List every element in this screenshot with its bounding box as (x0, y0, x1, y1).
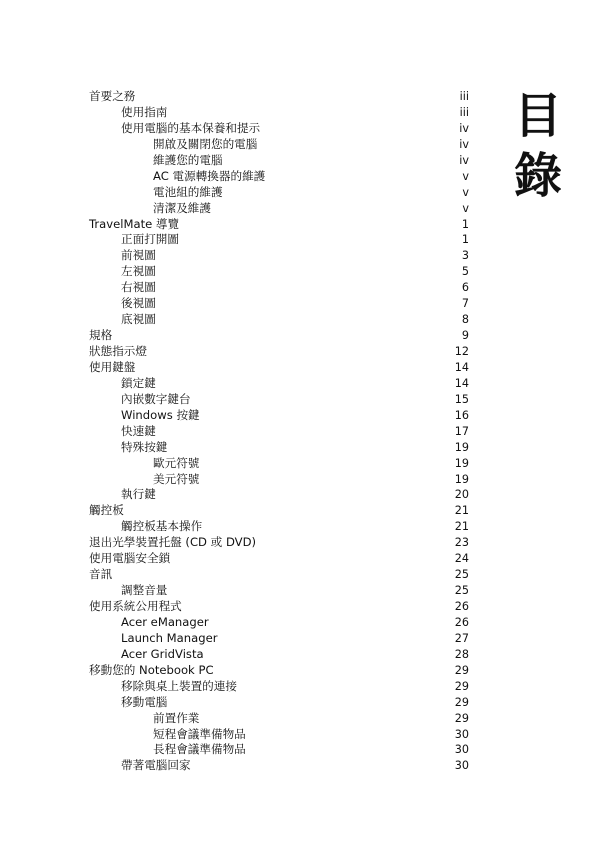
toc-entry-label: Acer GridVista (121, 646, 204, 661)
toc-entry-label: 使用電腦安全鎖 (89, 551, 171, 566)
toc-entry[interactable] (89, 392, 469, 408)
toc-entry-page-number: v (462, 185, 469, 199)
toc-entry[interactable] (89, 360, 469, 376)
toc-entry-page-number: 30 (454, 759, 469, 773)
toc-entry-label: TravelMate 導覽 (89, 216, 180, 231)
toc-entry[interactable] (89, 248, 469, 264)
toc-entry-label: 觸控板 (89, 503, 124, 518)
toc-entry-label: 執行鍵 (121, 487, 156, 502)
toc-entry-page-number: 20 (454, 488, 469, 502)
toc-entry-page-number: iii (459, 105, 469, 119)
toc-entry-label: 前置作業 (153, 710, 200, 725)
toc-entry[interactable] (89, 695, 469, 711)
toc-entry-label: 特殊按鍵 (121, 439, 168, 454)
toc-entry-page-number: v (462, 169, 469, 183)
toc-entry[interactable] (89, 312, 469, 328)
page-title-char-1: 目 (513, 88, 562, 144)
toc-entry-page-number: 3 (461, 249, 469, 263)
toc-entry-page-number: 30 (454, 743, 469, 757)
toc-entry[interactable] (89, 711, 469, 727)
toc-entry-label: 移除與桌上裝置的連接 (121, 678, 237, 693)
toc-entry-label: 調整音量 (121, 583, 168, 598)
toc-entry-label: 移動您的 Notebook PC (89, 662, 214, 677)
toc-entry-page-number: 17 (454, 424, 469, 438)
toc-entry[interactable] (89, 679, 469, 695)
toc-entry[interactable] (89, 376, 469, 392)
toc-entry[interactable] (89, 487, 469, 503)
toc-entry-page-number: 29 (454, 663, 469, 677)
toc-entry-page-number: 1 (461, 233, 469, 247)
toc-entry-page-number: 29 (454, 711, 469, 725)
toc-entry-page-number: 21 (454, 504, 469, 518)
toc-entry-page-number: 29 (454, 695, 469, 709)
toc-entry-label: 使用電腦的基本保養和提示 (121, 120, 261, 135)
toc-entry-label: 狀態指示燈 (89, 344, 147, 358)
toc-entry-label: 移動電腦 (121, 694, 168, 709)
toc-entry-page-number: 14 (454, 360, 469, 374)
toc-entry-page-number: 7 (461, 297, 469, 311)
toc-entry-page-number: 24 (454, 552, 469, 566)
toc-entry-page-number: 21 (454, 520, 469, 534)
toc-entry[interactable] (89, 503, 469, 519)
toc-entry-label: Acer eManager (121, 614, 209, 629)
toc-entry-page-number: iv (459, 153, 469, 167)
toc-entry-label: 規格 (89, 328, 113, 343)
toc-entry-page-number: iii (459, 90, 469, 103)
toc-entry-page-number: 27 (454, 631, 469, 645)
toc-entry-page-number: 5 (461, 265, 469, 279)
toc-entry-page-number: 26 (454, 600, 469, 613)
toc-entry-page-number: 16 (454, 408, 469, 422)
toc-entry-label: Windows 按鍵 (121, 407, 200, 422)
toc-entry[interactable] (89, 551, 469, 567)
toc-entry[interactable] (89, 169, 469, 185)
toc-entry-page-number: 26 (454, 615, 469, 629)
toc-entry-page-number: 6 (461, 281, 469, 295)
toc-entry-label: 使用鍵盤 (89, 359, 136, 374)
toc-entry-label: 短程會議準備物品 (153, 726, 246, 741)
toc-entry-label: AC 電源轉換器的維護 (153, 168, 266, 183)
toc-entry[interactable] (89, 456, 469, 472)
toc-entry-page-number: 28 (454, 647, 469, 661)
toc-entry[interactable] (89, 758, 469, 774)
toc-entry[interactable] (89, 615, 469, 631)
toc-entry[interactable] (89, 472, 469, 488)
toc-entry[interactable] (89, 217, 469, 233)
toc-entry-page-number: iv (459, 137, 469, 151)
toc-entry-label: 使用系統公用程式 (89, 599, 182, 613)
toc-entry-page-number: 8 (461, 313, 469, 327)
toc-entry-label: 帶著電腦回家 (121, 758, 191, 773)
toc-entry-page-number: 25 (454, 584, 469, 598)
toc-entry[interactable] (89, 328, 469, 344)
toc-entry-label: 美元符號 (153, 471, 200, 486)
toc-entry-label: 清潔及維護 (153, 200, 211, 215)
toc-entry-label: 左視圖 (121, 264, 156, 279)
table-of-contents (89, 89, 469, 774)
toc-entry-label: 後視圖 (121, 296, 156, 311)
toc-entry[interactable] (89, 280, 469, 296)
toc-entry[interactable] (89, 519, 469, 535)
toc-entry[interactable] (89, 440, 469, 456)
toc-entry-label: 正面打開圖 (121, 232, 179, 247)
toc-entry-page-number: 1 (461, 217, 469, 231)
toc-entry[interactable] (89, 296, 469, 312)
toc-entry[interactable] (89, 567, 469, 583)
toc-entry[interactable] (89, 264, 469, 280)
toc-entry-page-number: 19 (454, 472, 469, 486)
toc-entry-label: 開啟及關閉您的電腦 (153, 136, 258, 151)
toc-entry-page-number: 9 (461, 329, 469, 343)
toc-entry-label: 內嵌數字鍵台 (121, 391, 191, 406)
toc-entry-label: 右視圖 (121, 280, 156, 295)
toc-entry[interactable] (89, 583, 469, 599)
toc-entry-page-number: 30 (454, 727, 469, 741)
toc-entry[interactable] (89, 201, 469, 217)
toc-entry[interactable] (89, 408, 469, 424)
toc-entry[interactable] (89, 727, 469, 743)
toc-entry-label: 首要之務 (89, 89, 136, 103)
toc-entry-page-number: v (462, 201, 469, 215)
toc-entry-label: Launch Manager (121, 630, 218, 645)
toc-entry-label: 退出光學裝置托盤 (CD 或 DVD) (89, 535, 257, 550)
toc-entry[interactable] (89, 599, 469, 615)
page-title (510, 86, 566, 206)
toc-entry-label: 維護您的電腦 (153, 152, 223, 167)
toc-entry[interactable] (89, 535, 469, 551)
toc-entry[interactable] (89, 663, 469, 679)
toc-entry[interactable] (89, 424, 469, 440)
toc-entry-label: 快速鍵 (121, 423, 156, 438)
toc-entry-label: 觸控板基本操作 (121, 519, 203, 534)
toc-entry-page-number: 19 (454, 440, 469, 454)
toc-entry[interactable] (89, 105, 469, 121)
toc-entry-label: 底視圖 (121, 312, 156, 327)
toc-entry-label: 前視圖 (121, 248, 156, 263)
toc-entry[interactable] (89, 121, 469, 137)
toc-entry[interactable] (89, 344, 469, 360)
toc-entry-page-number: iv (459, 121, 469, 135)
toc-entry-label: 長程會議準備物品 (153, 742, 246, 757)
toc-entry-page-number: 25 (454, 568, 469, 582)
toc-entry-page-number: 29 (454, 679, 469, 693)
toc-entry-page-number: 14 (454, 376, 469, 390)
toc-entry[interactable] (89, 137, 469, 153)
toc-entry-label: 電池組的維護 (153, 184, 223, 199)
toc-entry-page-number: 12 (454, 345, 469, 358)
toc-entry[interactable] (89, 185, 469, 201)
toc-entry[interactable] (89, 742, 469, 758)
toc-entry-page-number: 23 (454, 536, 469, 550)
toc-entry[interactable] (89, 89, 469, 105)
toc-entry[interactable] (89, 631, 469, 647)
toc-entry[interactable] (89, 647, 469, 663)
page-title-char-2: 錄 (513, 148, 562, 204)
toc-entry-page-number: 19 (454, 456, 469, 470)
toc-entry[interactable] (89, 232, 469, 248)
toc-entry-label: 音訊 (89, 567, 113, 582)
toc-entry-page-number: 15 (454, 392, 469, 406)
toc-entry-label: 使用指南 (121, 104, 168, 119)
toc-entry[interactable] (89, 153, 469, 169)
toc-entry-label: 鎖定鍵 (121, 375, 156, 390)
toc-entry-label: 歐元符號 (153, 455, 200, 470)
